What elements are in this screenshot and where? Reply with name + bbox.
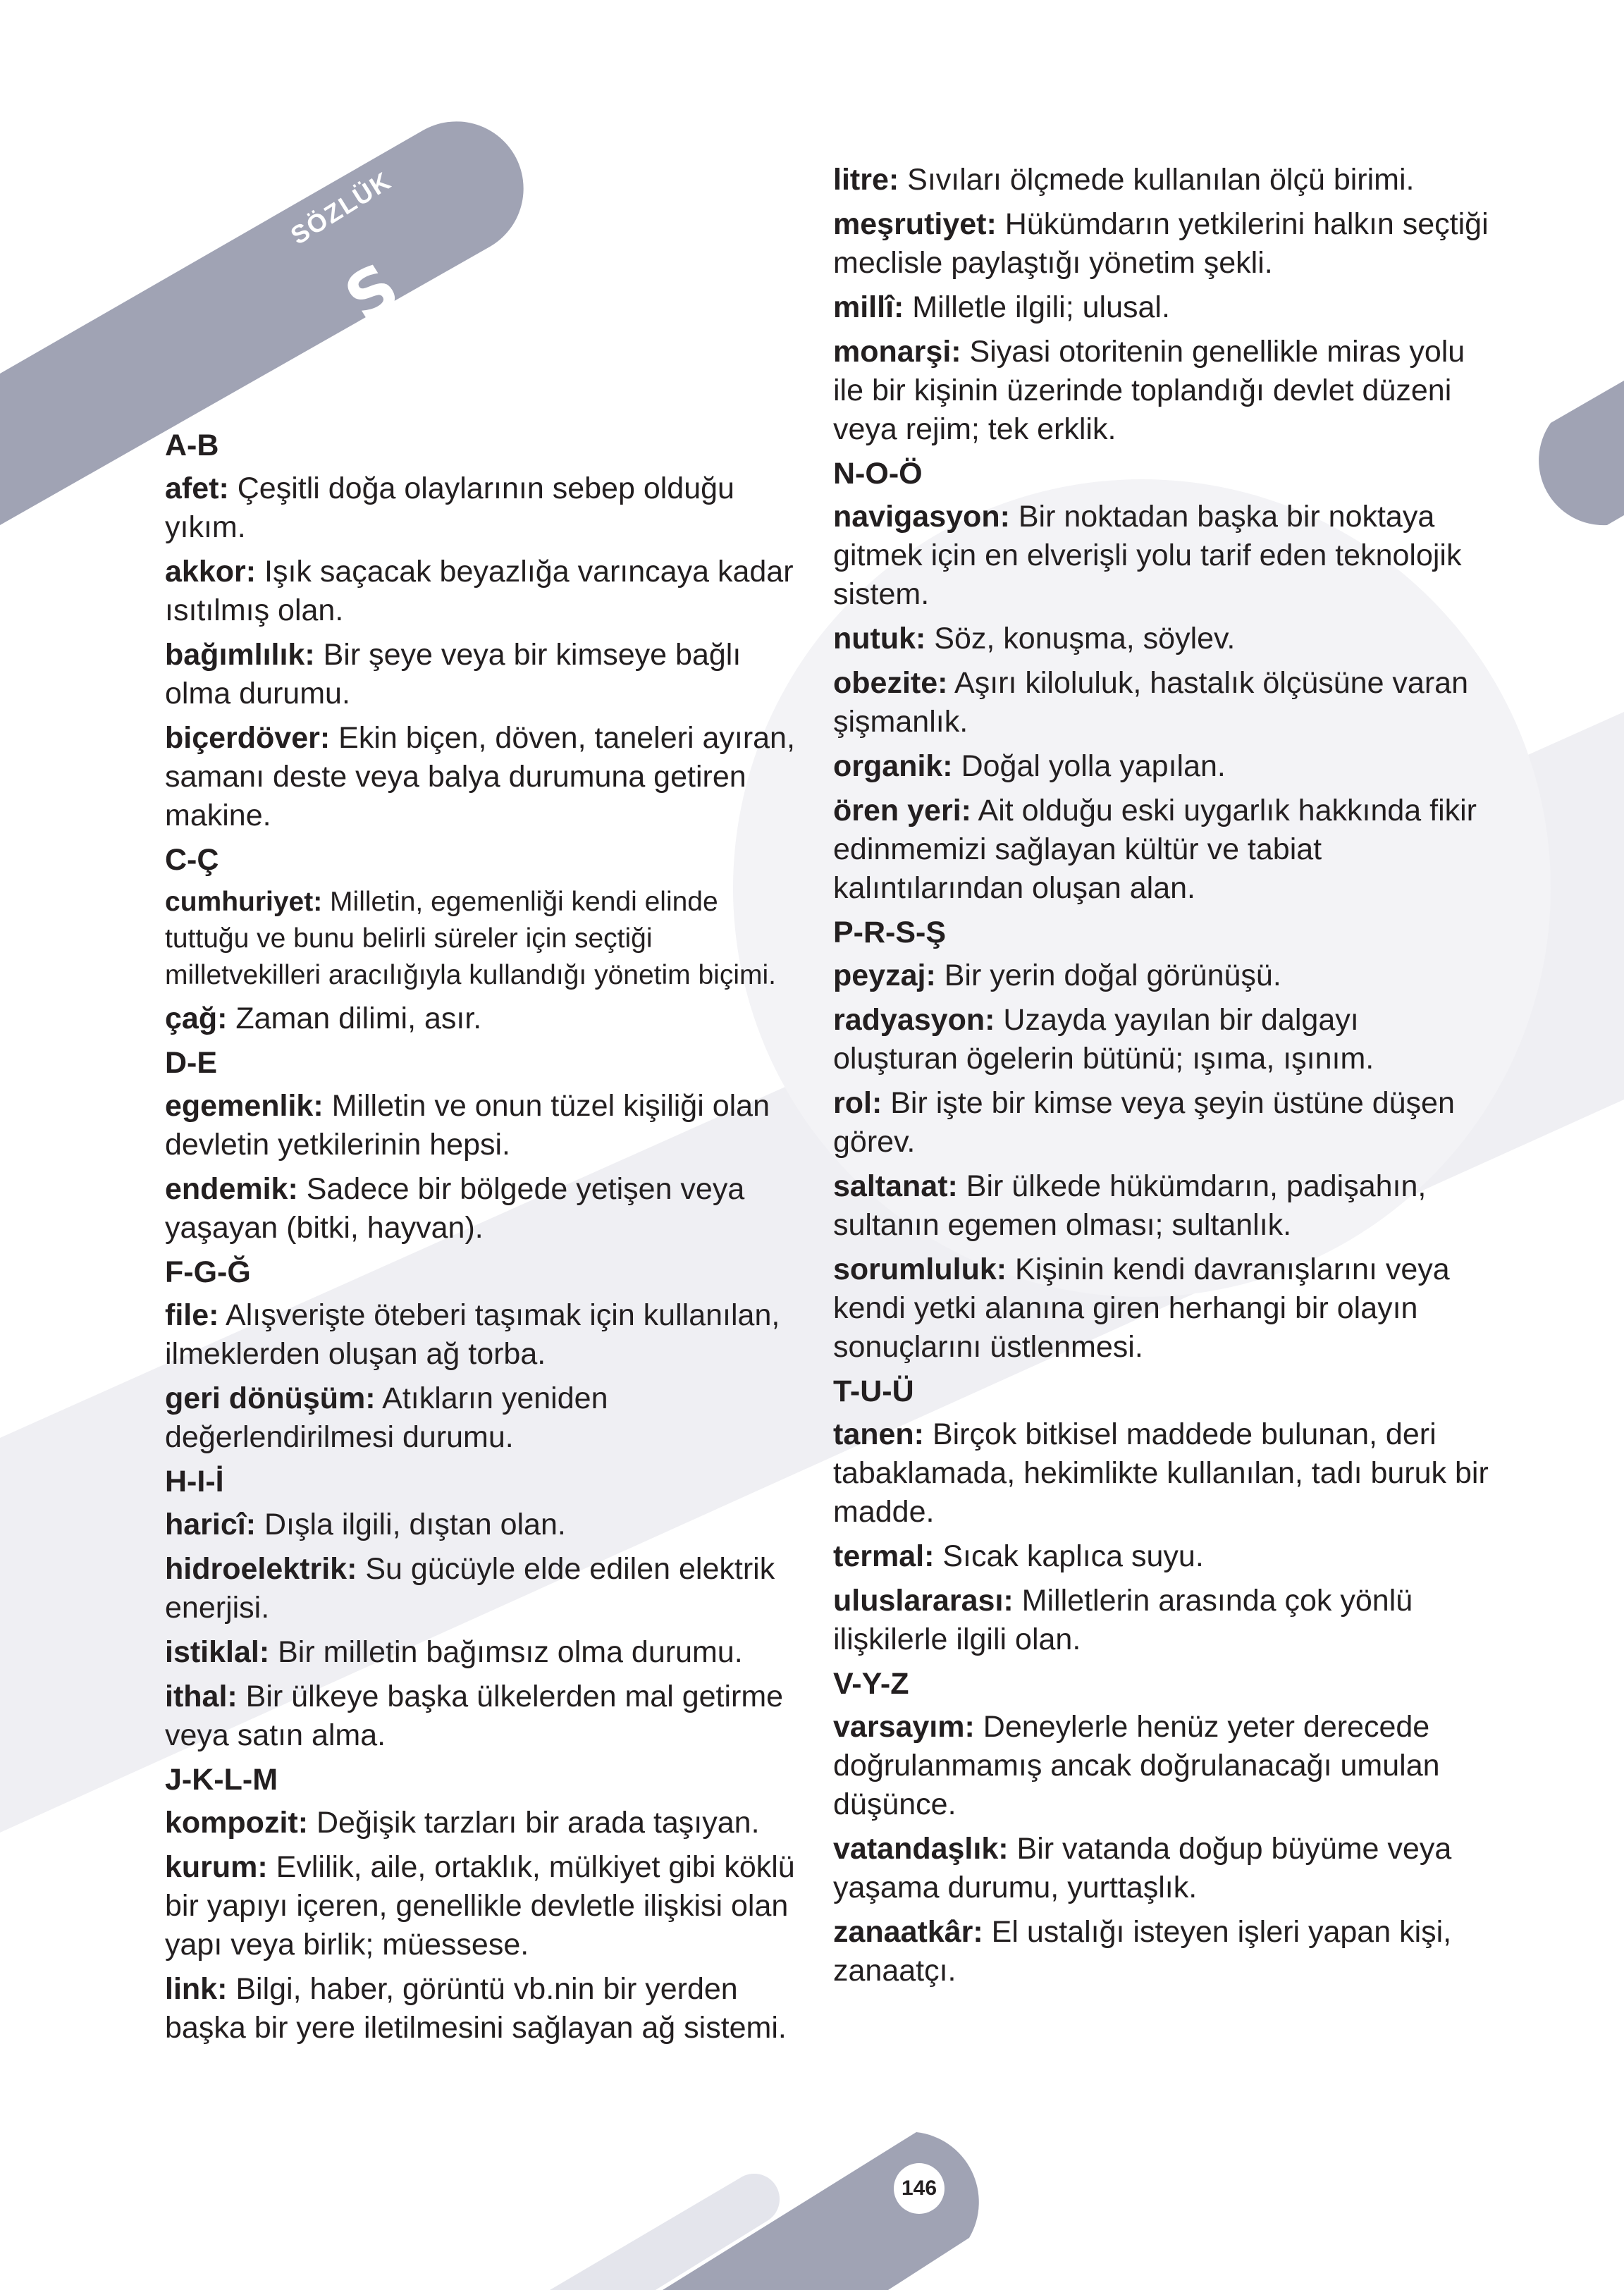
glossary-entry <box>165 1170 799 1248</box>
glossary-definition: Ekin biçen, döven, taneleri ayıran, samanı deste veya balya durumuna getiren makine. <box>165 721 795 832</box>
glossary-definition: Birçok bitkisel maddede bulunan, deri tabaklamada, hekimlikte kullanılan, tadı buruk bir madde. <box>833 1417 1489 1529</box>
glossary-term: meşrutiyet: <box>833 207 997 241</box>
glossary-entry <box>833 620 1489 658</box>
sozluk-tab-label: SÖZLÜK <box>285 166 397 250</box>
glossary-term: uluslararası: <box>833 1584 1014 1618</box>
glossary-entry <box>833 161 1489 199</box>
glossary-term: litre: <box>833 163 899 197</box>
glossary-entry <box>165 1506 799 1544</box>
glossary-entry <box>833 747 1489 786</box>
glossary-definition: Milletlerin arasında çok yönlü ilişkilerle ilgili olan. <box>833 1584 1413 1656</box>
glossary-term: vatandaşlık: <box>833 1832 1009 1866</box>
glossary-term: kompozit: <box>165 1806 309 1840</box>
glossary-definition: Milletin, egemenliği kendi elinde tuttuğu ve bunu belirli süreler için seçtiği milletvekilleri aracılığıyla kullandığı yönetim biçimi. <box>165 887 776 990</box>
glossary-entry <box>833 1250 1489 1367</box>
glossary-definition: Aşırı kiloluluk, hastalık ölçüsüne varan şişmanlık. <box>833 666 1468 739</box>
letter-group-heading: N-O-Ö <box>833 457 923 491</box>
glossary-term: link: <box>165 1972 228 2006</box>
glossary-term: haricî: <box>165 1508 257 1541</box>
glossary-term: bağımlılık: <box>165 638 315 672</box>
glossary-entry <box>165 719 799 835</box>
glossary-entry <box>833 1415 1489 1532</box>
glossary-definition: Uzayda yayılan bir dalgayı oluşturan ögelerin bütünü; ışıma, ışınım. <box>833 1003 1374 1076</box>
glossary-term: obezite: <box>833 666 948 700</box>
glossary-definition: Deneylerle henüz yeter derecede doğrulanmamış ancak doğrulanacağı umulan düşünce. <box>833 1710 1440 1821</box>
glossary-definition: Bir vatanda doğup büyüme veya yaşama durumu, yurttaşlık. <box>833 1832 1452 1904</box>
glossary-term: biçerdöver: <box>165 721 331 755</box>
glossary-definition: Bir işte bir kimse veya şeyin üstüne düşen görev. <box>833 1086 1455 1159</box>
glossary-term: endemik: <box>165 1172 298 1206</box>
glossary-entry <box>833 333 1489 449</box>
glossary-term: radyasyon: <box>833 1003 995 1037</box>
glossary-term: istiklal: <box>165 1635 270 1669</box>
glossary-term: organik: <box>833 749 953 783</box>
glossary-entry <box>833 792 1489 908</box>
right-glossary-column <box>833 161 1489 1996</box>
glossary-term: ören yeri: <box>833 794 971 827</box>
glossary-term: termal: <box>833 1539 935 1573</box>
glossary-definition: Kişinin kendi davranışlarını veya kendi yetki alanına giren herhangi bir olayın sonuçlarını üstlenmesi. <box>833 1252 1450 1364</box>
glossary-term: nutuk: <box>833 622 926 655</box>
glossary-term: çağ: <box>165 1002 228 1035</box>
glossary-definition: Işık saçacak beyazlığa varıncaya kadar ısıtılmış olan. <box>165 555 794 627</box>
glossary-entry <box>165 1678 799 1755</box>
glossary-definition: Evlilik, aile, ortaklık, mülkiyet gibi köklü bir yapıyı içeren, genellikle devletle ilişkisi olan yapı veya birlik; müessese. <box>165 1850 795 1962</box>
glossary-definition: Bir noktadan başka bir noktaya gitmek için en elverişli yolu tarif eden teknolojik sistem. <box>833 500 1462 611</box>
letter-group-heading: A-B <box>165 429 219 462</box>
glossary-definition: Bir ülkeye başka ülkelerden mal getirme veya satın alma. <box>165 1680 784 1752</box>
glossary-definition: Zaman dilimi, asır. <box>227 1002 482 1035</box>
glossary-entry <box>833 1537 1489 1576</box>
glossary-entry <box>833 1830 1489 1907</box>
letter-group-heading: H-I-İ <box>165 1465 224 1498</box>
glossary-term: akkor: <box>165 555 257 589</box>
glossary-entry <box>165 1848 799 1964</box>
glossary-definition: Doğal yolla yapılan. <box>952 749 1226 783</box>
glossary-term: millî: <box>833 290 904 324</box>
glossary-entry <box>165 884 799 994</box>
glossary-definition: El ustalığı isteyen işleri yapan kişi, zanaatçı. <box>833 1915 1452 1988</box>
glossary-entry <box>833 1708 1489 1824</box>
glossary-entry <box>833 1582 1489 1659</box>
glossary-entry <box>833 1167 1489 1245</box>
letter-group-heading: D-E <box>165 1046 218 1080</box>
glossary-entry <box>165 1804 799 1842</box>
glossary-entry <box>833 1084 1489 1162</box>
glossary-term: sorumluluk: <box>833 1252 1007 1286</box>
glossary-definition: Alışverişte öteberi taşımak için kullanılan, ilmeklerden oluşan ağ torba. <box>165 1298 780 1371</box>
glossary-term: cumhuriyet: <box>165 887 323 917</box>
glossary-entry <box>165 1550 799 1627</box>
glossary-definition: Değişik tarzları bir arada taşıyan. <box>308 1806 760 1840</box>
glossary-entry <box>165 636 799 713</box>
glossary-definition: Ait olduğu eski uygarlık hakkında fikir edinmemizi sağlayan kültür ve tabiat kalıntılarından oluşan alan. <box>833 794 1477 905</box>
glossary-definition: Milletle ilgili; ulusal. <box>904 290 1170 324</box>
glossary-entry <box>165 999 799 1038</box>
letter-group-heading: F-G-Ğ <box>165 1255 251 1289</box>
glossary-entry <box>833 1913 1489 1990</box>
glossary-definition: Dışla ilgili, dıştan olan. <box>256 1508 566 1541</box>
glossary-term: monarşi: <box>833 335 961 369</box>
glossary-entry <box>165 1296 799 1374</box>
glossary-entry <box>165 1379 799 1457</box>
page-number: 146 <box>901 2177 937 2200</box>
letter-group-heading: P-R-S-Ş <box>833 916 947 949</box>
glossary-term: varsayım: <box>833 1710 975 1744</box>
glossary-definition: Milletin ve onun tüzel kişiliği olan devletin yetkilerinin hepsi. <box>165 1089 770 1162</box>
letter-group-heading: T-U-Ü <box>833 1374 914 1408</box>
glossary-term: file: <box>165 1298 219 1332</box>
glossary-entry <box>165 1633 799 1672</box>
letter-group-heading: J-K-L-M <box>165 1763 278 1797</box>
letter-group-heading: C-Ç <box>165 843 219 877</box>
glossary-definition: Bir şeye veya bir kimseye bağlı olma durumu. <box>165 638 742 710</box>
letter-group-heading: V-Y-Z <box>833 1667 909 1701</box>
glossary-entry <box>165 553 799 630</box>
left-glossary-column <box>165 421 799 2053</box>
glossary-term: hidroelektrik: <box>165 1552 357 1586</box>
glossary-entry <box>833 288 1489 327</box>
right-gray-tab <box>1539 381 1624 525</box>
glossary-term: zanaatkâr: <box>833 1915 983 1949</box>
glossary-definition: Bir yerin doğal görünüşü. <box>935 959 1281 992</box>
glossary-entry <box>165 1087 799 1164</box>
glossary-definition: Atıkların yeniden değerlendirilmesi durumu. <box>165 1381 608 1454</box>
glossary-entry <box>165 1970 799 2048</box>
glossary-term: navigasyon: <box>833 500 1010 534</box>
glossary-entry <box>833 1001 1489 1078</box>
glossary-term: afet: <box>165 472 229 505</box>
glossary-term: ithal: <box>165 1680 238 1713</box>
tab-letter-text: S <box>332 248 412 338</box>
glossary-definition: Bir milletin bağımsız olma durumu. <box>269 1635 743 1669</box>
glossary-entry <box>833 664 1489 741</box>
glossary-term: rol: <box>833 1086 882 1120</box>
glossary-definition: Sadece bir bölgede yetişen veya yaşayan (bitki, hayvan). <box>165 1172 745 1245</box>
glossary-term: egemenlik: <box>165 1089 324 1123</box>
glossary-definition: Hükümdarın yetkilerini halkın seçtiği meclisle paylaştığı yönetim şekli. <box>833 207 1489 280</box>
glossary-definition: Siyasi otoritenin genellikle miras yolu ile bir kişinin üzerinde toplandığı devlet düzeni veya rejim; tek erklik. <box>833 335 1465 446</box>
glossary-definition: Sıvıları ölçmede kullanılan ölçü birimi. <box>899 163 1415 197</box>
glossary-definition: Su gücüyle elde edilen elektrik enerjisi. <box>165 1552 775 1625</box>
glossary-term: tanen: <box>833 1417 924 1451</box>
glossary-term: geri dönüşüm: <box>165 1381 376 1415</box>
glossary-entry <box>833 956 1489 995</box>
glossary-definition: Sıcak kaplıca suyu. <box>934 1539 1204 1573</box>
glossary-term: kurum: <box>165 1850 268 1884</box>
glossary-entry <box>833 205 1489 283</box>
glossary-entry <box>165 469 799 547</box>
glossary-definition: Söz, konuşma, söylev. <box>925 622 1236 655</box>
glossary-definition: Bilgi, haber, görüntü vb.nin bir yerden başka bir yere iletilmesini sağlayan ağ sistemi. <box>165 1972 787 2045</box>
glossary-term: peyzaj: <box>833 959 936 992</box>
glossary-term: saltanat: <box>833 1169 958 1203</box>
glossary-entry <box>833 498 1489 614</box>
glossary-definition: Bir ülkede hükümdarın, padişahın, sultanın egemen olması; sultanlık. <box>833 1169 1427 1242</box>
glossary-definition: Çeşitli doğa olaylarının sebep olduğu yıkım. <box>165 472 734 544</box>
